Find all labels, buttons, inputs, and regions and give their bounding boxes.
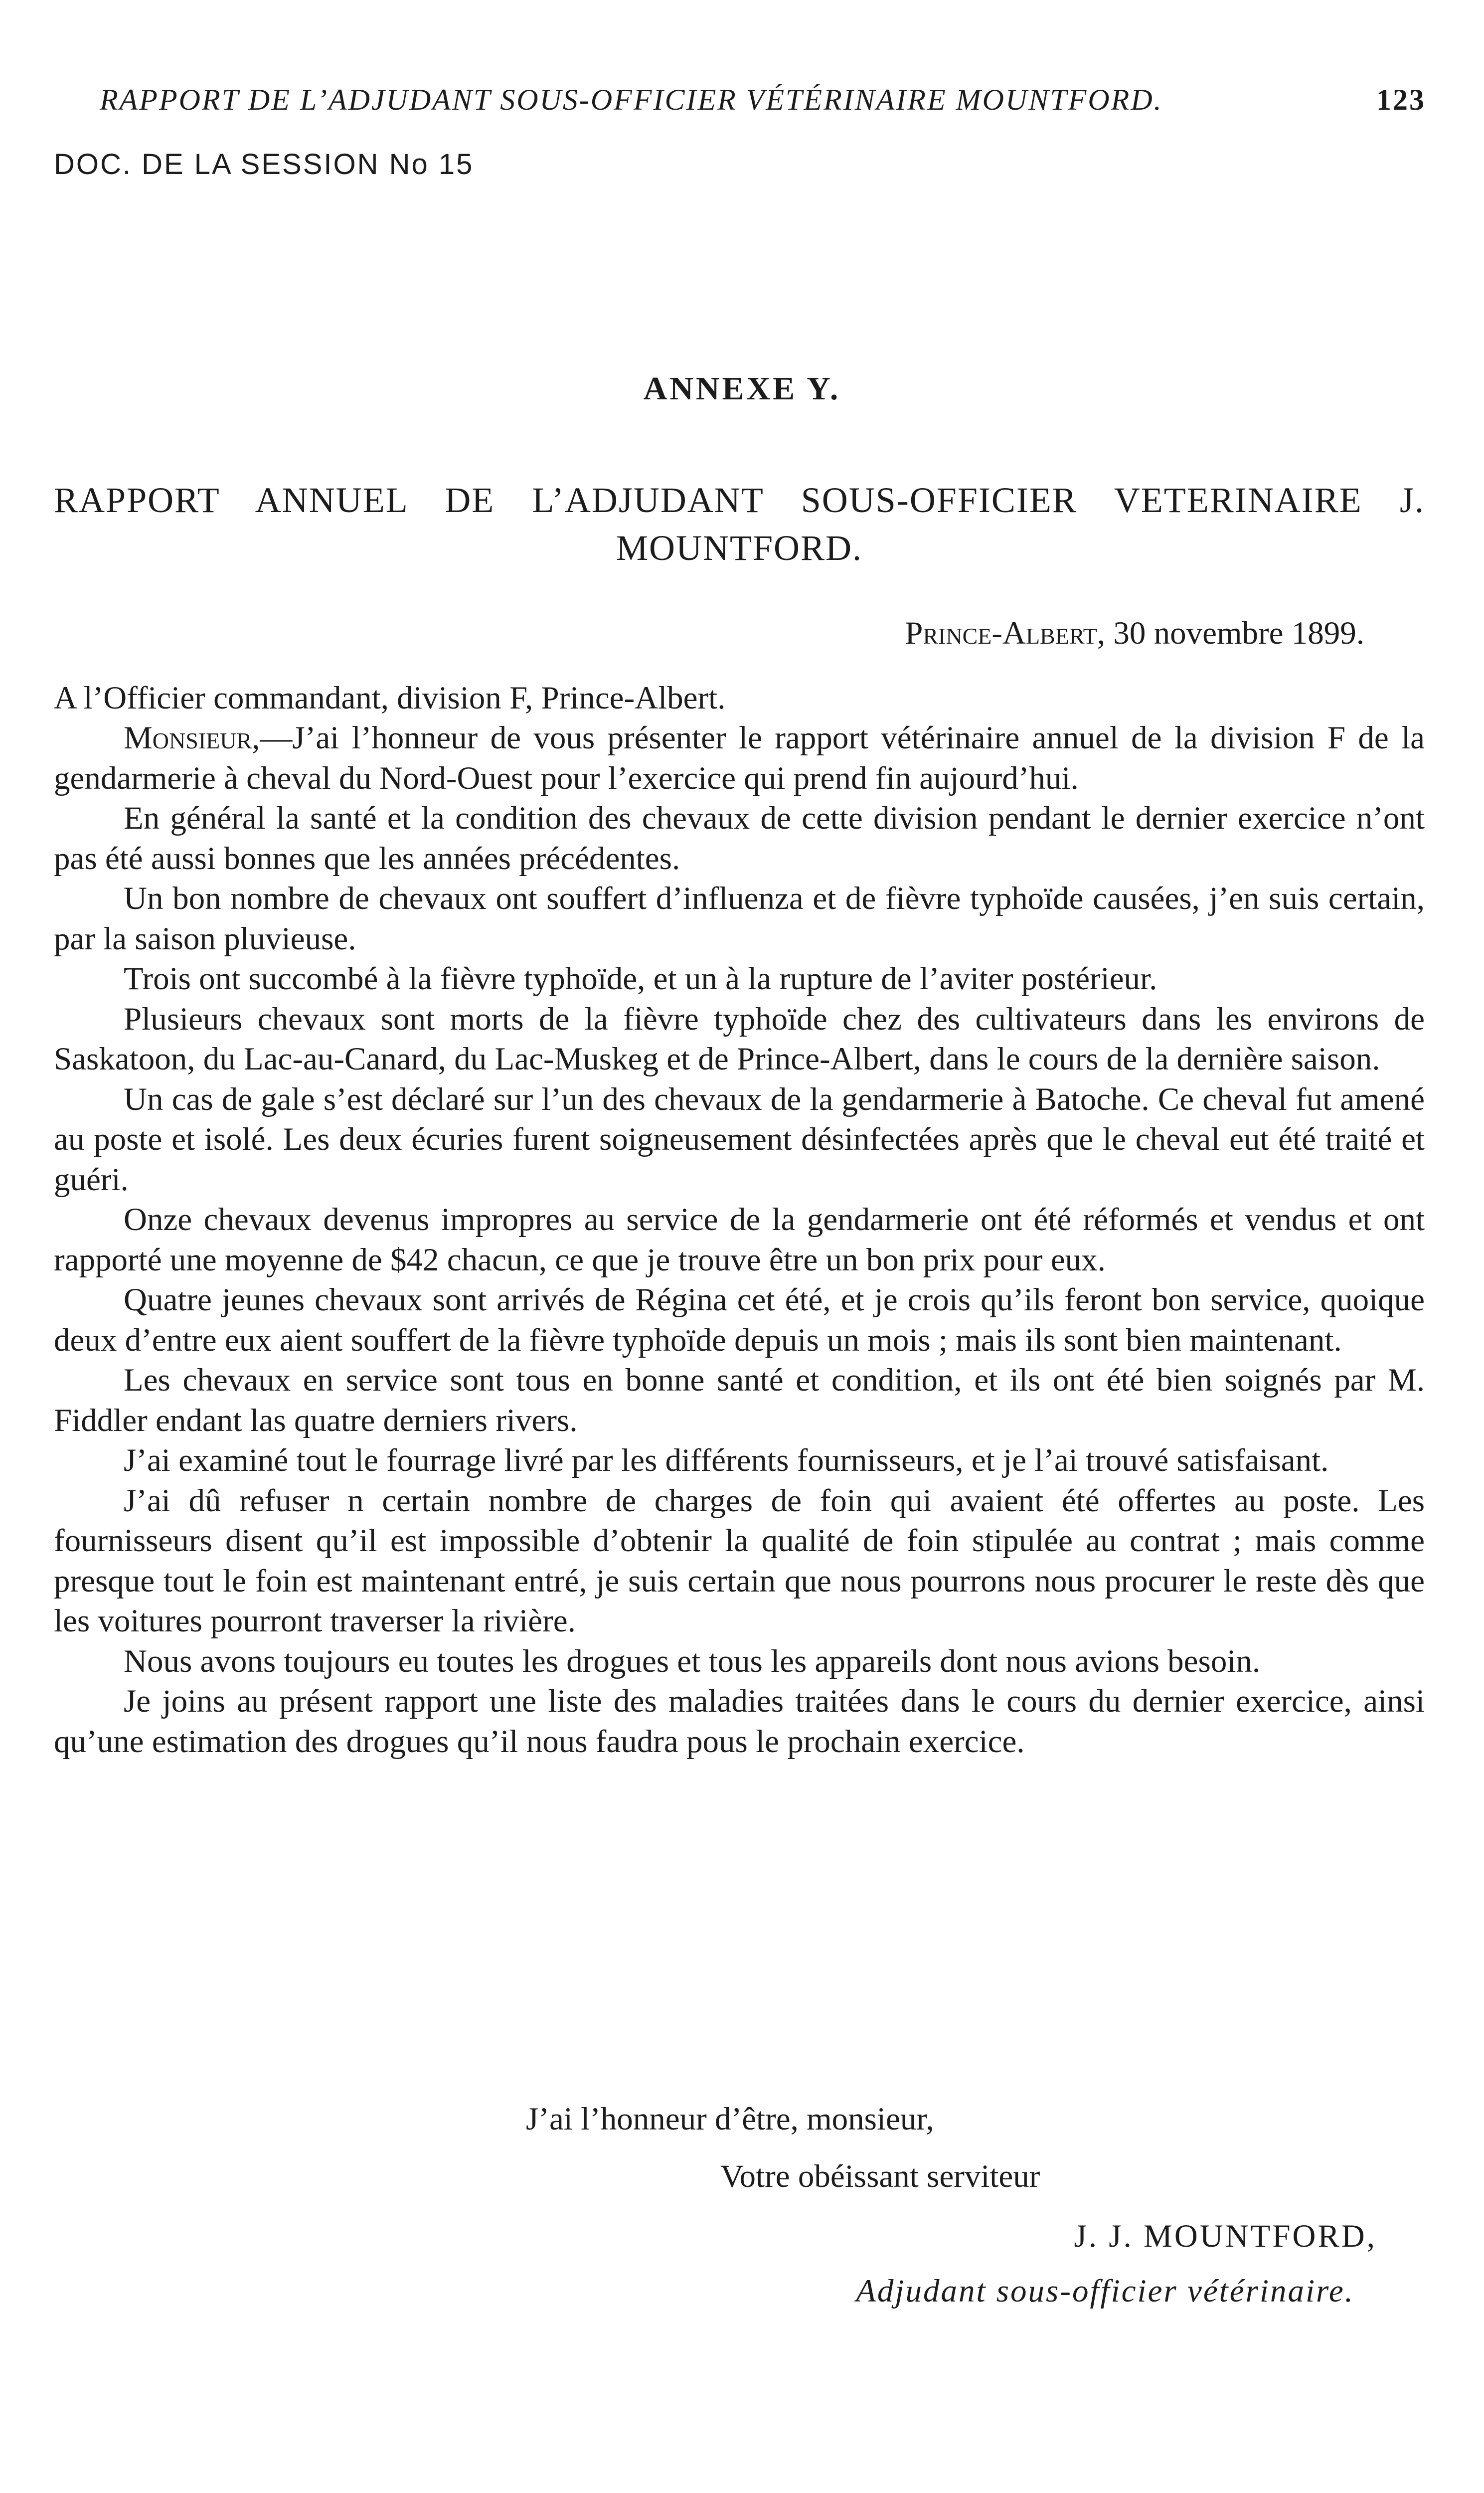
report-title-line-2: MOUNTFORD. (616, 528, 863, 568)
signature-name: J. J. MOUNTFORD, (1074, 2218, 1377, 2254)
closing-line-1: J’ai l’honneur d’être, monsieur, (526, 2101, 934, 2137)
paragraph: En général la santé et la condition des chevaux de cette division pendant le dernier exercice n’ont pas été aussi bonnes que les années précédentes. (54, 800, 1425, 877)
paragraph: J’ai dû refuser n certain nombre de charges de foin qui avaient été offertes au poste. Les fournisseurs disent qu’il est impossible d’obtenir la qualité de foin stipulée au contrat ; mais comme presque tout le foin est maintenant entré, je suis certain que nous pourrons nous procurer le reste dès que les voitures pourront traverser la rivière. (54, 1482, 1425, 1639)
dateline-place: Prince-Albert, (905, 615, 1106, 651)
paragraph (54, 718, 1425, 798)
paragraph: Un bon nombre de chevaux ont souffert d’influenza et de fièvre typhoïde causées, j’en suis certain, par la saison pluvieuse. (54, 881, 1425, 957)
paragraph: Je joins au présent rapport une liste des maladies traitées dans le cours du dernier exercice, ainsi qu’une estimation des drogues qu’il nous faudra pous le prochain exercice. (54, 1683, 1425, 1760)
running-head (100, 80, 1426, 120)
paragraph: Les chevaux en service sont tous en bonne santé et condition, et ils ont été bien soignés par M. Fiddler endant las quatre derniers rivers. (54, 1362, 1425, 1438)
paragraph: J’ai examiné tout le fourrage livré par les différents fournisseurs, et je l’ai trouvé satisfaisant. (124, 1442, 1329, 1478)
session-label: DOC. DE LA SESSION No 15 (54, 148, 474, 180)
paragraph: Nous avons toujours eu toutes les drogues et tous les appareils dont nous avions besoin. (124, 1643, 1261, 1679)
running-title: RAPPORT DE L’ADJUDANT SOUS-OFFICIER VÉTÉRINAIRE MOUNTFORD. (100, 83, 1163, 116)
paragraph: Onze chevaux devenus impropres au service de la gendarmerie ont été réformés et vendus et ont rapporté une moyenne de $42 chacun, ce que je trouve être un bon prix pour eux. (54, 1202, 1425, 1278)
paragraph: Trois ont succombé à la fièvre typhoïde, et un à la rupture de l’aviter postérieur. (124, 961, 1157, 997)
letter-body (54, 718, 1425, 1762)
paragraph: Un cas de gale s’est déclaré sur l’un des chevaux de la gendarmerie à Batoche. Ce cheval fut amené au poste et isolé. Les deux écuries furent soigneusement désinfectées après que le cheval eut été traité et guéri. (54, 1081, 1425, 1198)
paragraph: Plusieurs chevaux sont morts de la fièvre typhoïde chez des cultivateurs dans les environs de Saskatoon, du Lac-au-Canard, du Lac-Muskeg et de Prince-Albert, dans le cours de la dernière saison. (54, 1001, 1425, 1077)
paragraph: Quatre jeunes chevaux sont arrivés de Régina cet été, et je crois qu’ils feront bon service, quoique deux d’entre eux aient souffert de la fièvre typhoïde depuis un mois ; mais ils sont bien maintenant. (54, 1282, 1425, 1358)
salutation: Monsieur, (124, 720, 260, 756)
closing-line-2: Votre obéissant serviteur (720, 2158, 1040, 2194)
report-title-line-1: RAPPORT ANNUEL DE L’ADJUDANT SOUS-OFFICIER VETERINAIRE J. (54, 480, 1425, 520)
annex-heading: ANNEXE Y. (643, 370, 841, 407)
signature-title: Adjudant sous-officier vétérinaire. (856, 2273, 1354, 2309)
addressee: A l’Officier commandant, division F, Prince-Albert. (54, 680, 726, 716)
paragraph-text: —J’ai l’honneur de vous présenter le rapport vétérinaire annuel de la division F de la gendarmerie à cheval du Nord-Ouest pour l’exercice qui prend fin aujourd’hui. (54, 720, 1425, 796)
dateline (905, 613, 1364, 653)
dateline-date: 30 novembre 1899. (1113, 615, 1364, 651)
report-title (54, 476, 1425, 572)
page-number: 123 (1376, 83, 1426, 116)
